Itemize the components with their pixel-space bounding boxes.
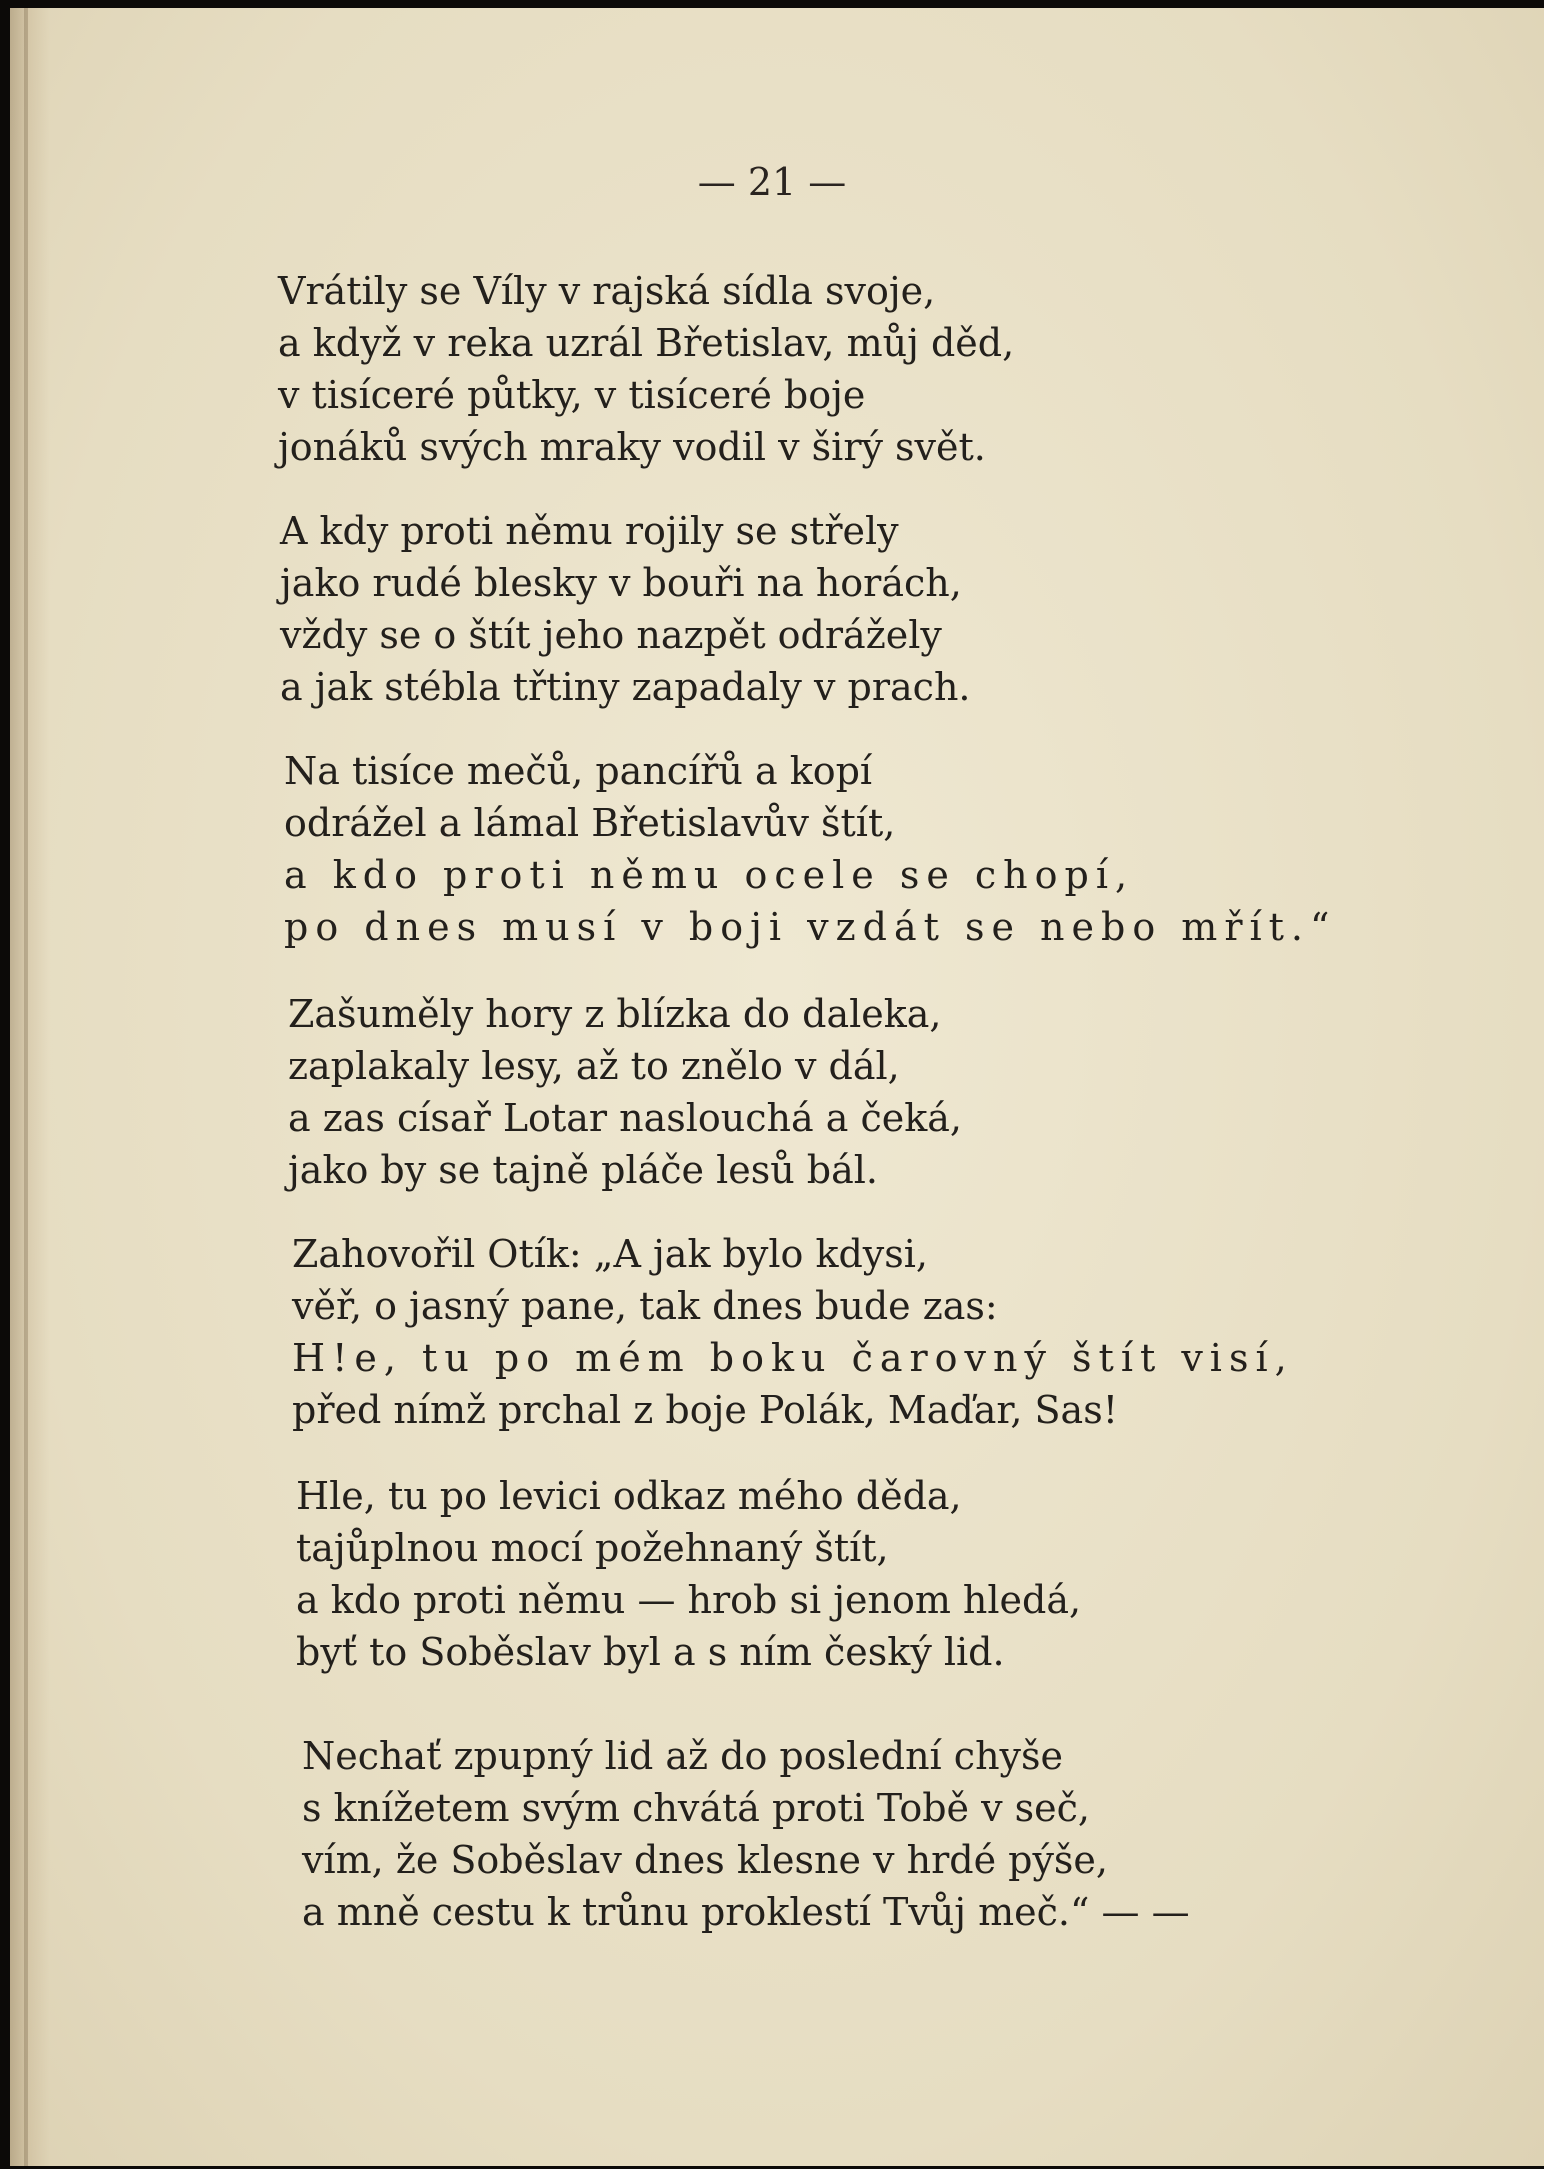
- verse-line: tajůplnou mocí požehnaný štít,: [296, 1526, 889, 1570]
- verse-line: před nímž prchal z boje Polák, Maďar, Sas!: [292, 1388, 1118, 1432]
- verse-line: věř, o jasný pane, tak dnes bude zas:: [292, 1284, 998, 1328]
- verse-line: a kdo proti němu — hrob si jenom hledá,: [296, 1578, 1082, 1622]
- verse-line: vím, že Soběslav dnes klesne v hrdé pýše,: [302, 1838, 1108, 1882]
- verse-line: s knížetem svým chvátá proti Tobě v seč,: [302, 1786, 1090, 1830]
- verse-line: jako rudé blesky v bouři na horách,: [280, 561, 962, 605]
- verse-line: a jak stébla třtiny zapadaly v prach.: [280, 665, 971, 709]
- stanza: [284, 745, 1336, 953]
- verse-line: a zas císař Lotar naslouchá a čeká,: [288, 1096, 962, 1140]
- verse-line: A kdy proti němu rojily se střely: [280, 509, 899, 553]
- stanza: [292, 1228, 1294, 1436]
- verse-line: jonáků svých mraky vodil v širý svět.: [278, 425, 986, 469]
- verse-line: a kdo proti němu ocele se chopí,: [284, 853, 1135, 897]
- verse-line: Zahovořil Otík: „A jak bylo kdysi,: [292, 1232, 928, 1276]
- verse-line: byť to Soběslav byl a s ním český lid.: [296, 1630, 1005, 1674]
- stanza: [296, 1470, 1081, 1678]
- stanza: [278, 265, 1014, 473]
- verse-line: H!e, tu po mém boku čarovný štít visí,: [292, 1336, 1294, 1380]
- verse-line: vždy se o štít jeho nazpět odrážely: [280, 613, 942, 657]
- stanza: [280, 505, 971, 713]
- verse-line: a když v reka uzrál Břetislav, můj děd,: [278, 321, 1015, 365]
- verse-line: a mně cestu k trůnu proklestí Tvůj meč.“ — —: [302, 1890, 1190, 1934]
- verse-line: odrážel a lámal Břetislavův štít,: [284, 801, 896, 845]
- stanza: [302, 1730, 1190, 1938]
- verse-line: Zašuměly hory z blízka do daleka,: [288, 992, 942, 1036]
- verse-line: v tisíceré půtky, v tisíceré boje: [278, 373, 866, 417]
- stanza: [288, 988, 962, 1196]
- verse-line: Vrátily se Víly v rajská sídla svoje,: [278, 269, 936, 313]
- verse-line: Nechať zpupný lid až do poslední chyše: [302, 1734, 1064, 1778]
- verse-line: Na tisíce mečů, pancířů a kopí: [284, 749, 873, 793]
- verse-line: jako by se tajně pláče lesů bál.: [288, 1148, 879, 1192]
- verse-line: po dnes musí v boji vzdát se nebo mřít.“: [284, 905, 1337, 949]
- page-number: — 21 —: [697, 160, 847, 204]
- verse-line: Hle, tu po levici odkaz mého děda,: [296, 1474, 962, 1518]
- page-spine-shadow: [24, 8, 28, 2166]
- verse-line: zaplakaly lesy, až to znělo v dál,: [288, 1044, 900, 1088]
